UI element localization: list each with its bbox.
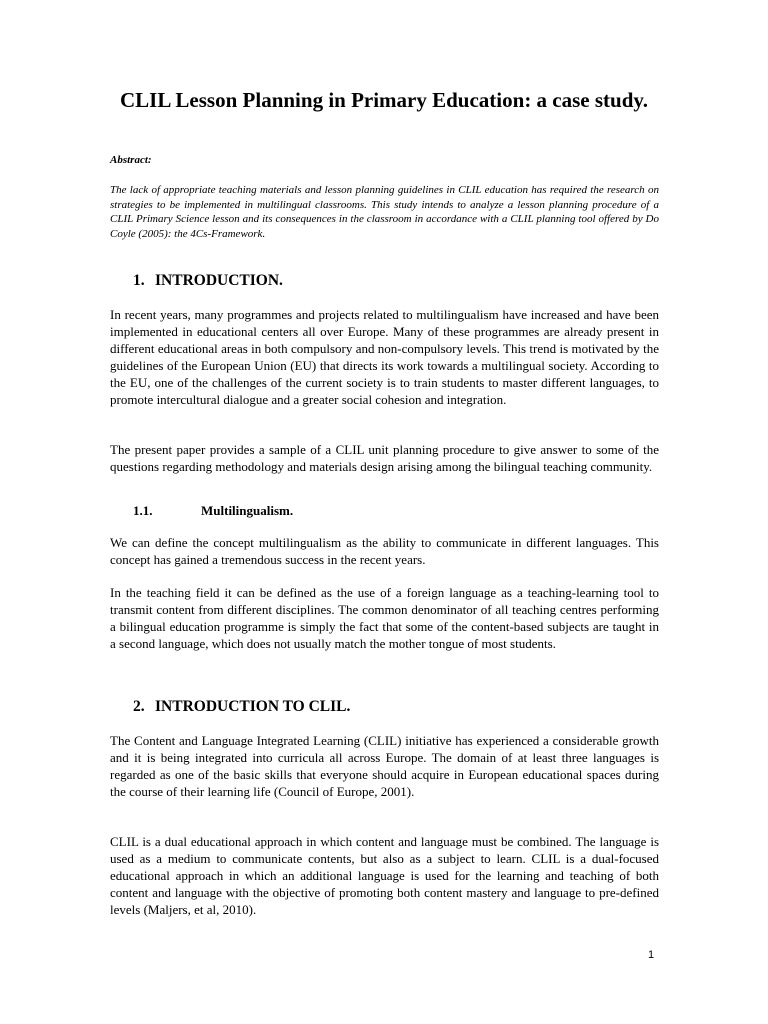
section-number: 1. <box>133 272 145 289</box>
section-title: INTRODUCTION TO CLIL. <box>155 698 351 715</box>
page-number: 1 <box>648 949 655 961</box>
section-title: INTRODUCTION. <box>155 272 283 289</box>
paragraph: The Content and Language Integrated Learning (CLIL) initiative has experienced a considerable growth and it is being integrated into curricula all across Europe. The domain of at least three languages is regarded as one of the basic skills that everyone should acquire in European educational spaces during the course of their learning life (Council of Europe, 2001). <box>110 733 659 799</box>
subsection-heading-multilingualism <box>133 503 293 519</box>
abstract-text: The lack of appropriate teaching materials and lesson planning guidelines in CLIL education has required the research on strategies to be implemented in multilingual classrooms. This study intends to analyze a lesson planning procedure of a CLIL Primary Science lesson and its consequences in the classroom in accordance with a CLIL planning tool offered by Do Coyle (2005): the 4Cs-Framework. <box>110 184 659 240</box>
subsection-number: 1.1. <box>133 503 153 518</box>
document-title: CLIL Lesson Planning in Primary Education: a case study. <box>119 88 648 112</box>
paragraph: In the teaching field it can be defined as the use of a foreign language as a teaching-learning tool to transmit content from different disciplines. The common denominator of all teaching centres performing a bilingual education programme is simply the fact that some of the content-based subjects are taught in a second language, which does not usually match the mother tongue of most students. <box>110 585 659 651</box>
paragraph: The present paper provides a sample of a CLIL unit planning procedure to give answer to some of the questions regarding methodology and materials design arising among the bilingual teaching community. <box>110 442 659 474</box>
subsection-title: Multilingualism. <box>201 503 294 518</box>
section-heading-introduction <box>133 272 283 290</box>
section-number: 2. <box>133 698 145 715</box>
section-heading-introduction-to-clil <box>133 698 350 716</box>
abstract-heading: Abstract: <box>110 154 152 166</box>
paragraph: We can define the concept multilingualism as the ability to communicate in different languages. This concept has gained a tremendous success in the recent years. <box>110 535 659 567</box>
paragraph: CLIL is a dual educational approach in which content and language must be combined. The language is used as a medium to communicate contents, but also as a subject to learn. CLIL is a dual-focused educational approach in which an additional language is used for the learning and teaching of both content and language with the objective of promoting both content mastery and language to pre-defined levels (Maljers, et al, 2010). <box>110 834 659 917</box>
paragraph: In recent years, many programmes and projects related to multilingualism have increased and have been implemented in educational centers all over Europe. Many of these programmes are already present in different educational areas in both compulsory and non-compulsory levels. This trend is motivated by the guidelines of the European Union (EU) that directs its work towards a multilingual society. According to the EU, one of the challenges of the current society is to train students to master different languages, to promote intercultural dialogue and a greater social cohesion and integration. <box>110 307 659 407</box>
